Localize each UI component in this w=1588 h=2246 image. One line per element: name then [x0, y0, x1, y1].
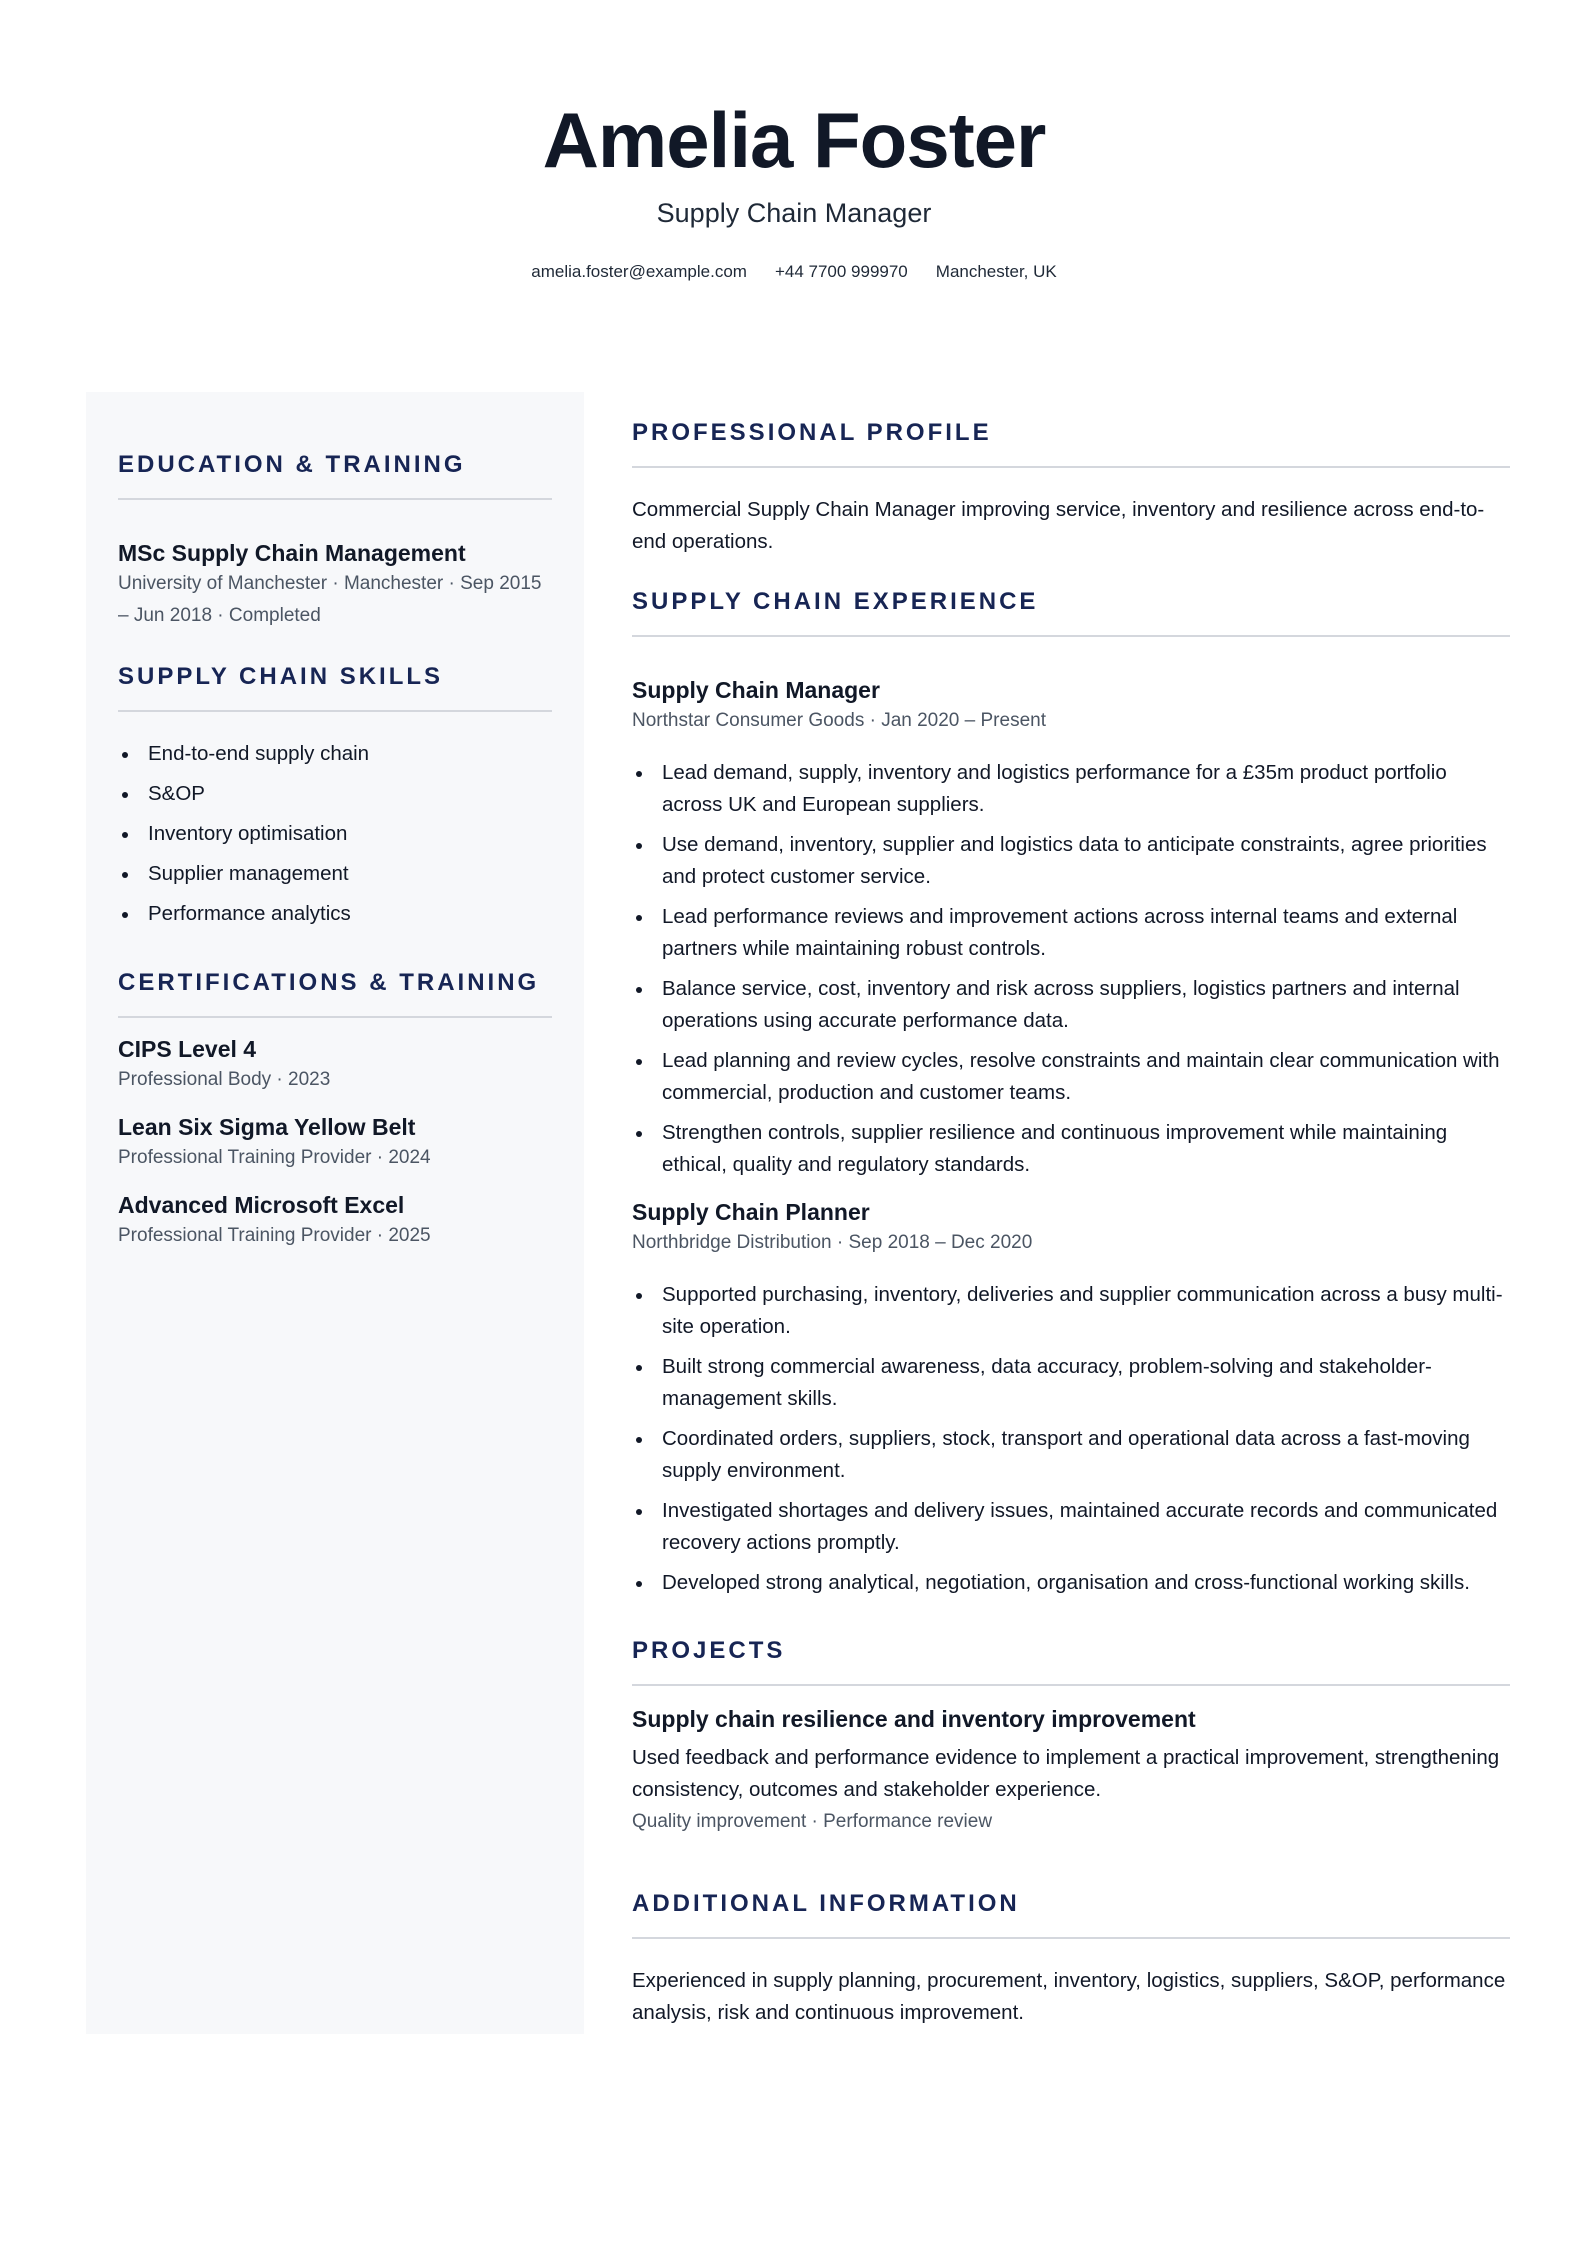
skill-item: Inventory optimisation [118, 814, 552, 854]
skill-item: Performance analytics [118, 894, 552, 934]
skills-section [118, 662, 552, 934]
job-bullet: Supported purchasing, inventory, deliveries and supplier communication across a busy multi-site operation. [632, 1279, 1510, 1343]
candidate-name: Amelia Foster [542, 96, 1046, 184]
profile-section [632, 418, 1510, 558]
skills-list [118, 734, 552, 934]
certification-detail: Professional Training Provider · 2024 [118, 1147, 431, 1168]
additional-text: Experienced in supply planning, procurement, inventory, logistics, suppliers, S&OP, performance analysis, risk and continuous improvement. [632, 1969, 1506, 2024]
contact-line [0, 261, 1588, 283]
section-divider [118, 1016, 552, 1018]
skill-item: S&OP [118, 774, 552, 814]
candidate-role: Supply Chain Manager [656, 198, 932, 228]
job-bullet: Balance service, cost, inventory and risk across suppliers, logistics partners and internal operations using accurate performance data. [632, 973, 1510, 1037]
job-title: Supply Chain Manager [632, 677, 880, 703]
project-text: Used feedback and performance evidence to implement a practical improvement, strengthening consistency, outcomes and stakeholder experience. [632, 1746, 1500, 1801]
project-name: Supply chain resilience and inventory improvement [632, 1706, 1196, 1732]
job-bullets [632, 757, 1510, 1181]
certification-name: CIPS Level 4 [118, 1036, 257, 1062]
section-title-additional: ADDITIONAL INFORMATION [632, 1890, 1020, 1917]
section-divider [632, 1937, 1510, 1939]
contact-email[interactable]: amelia.foster@example.com [531, 262, 747, 281]
job-bullets [632, 1279, 1510, 1599]
job-entry [632, 675, 1510, 1181]
certification-name: Lean Six Sigma Yellow Belt [118, 1114, 416, 1140]
job-entry [632, 1197, 1510, 1599]
section-divider [632, 635, 1510, 637]
certification-item [118, 1112, 552, 1174]
education-item [118, 538, 552, 632]
project-tags: Quality improvement · Performance review [632, 1811, 993, 1832]
certifications-section [118, 968, 552, 1252]
contact-location: Manchester, UK [935, 262, 1057, 281]
certification-item [118, 1190, 552, 1252]
sidebar [86, 392, 584, 2034]
additional-section [632, 1889, 1510, 2029]
job-meta: Northbridge Distribution · Sep 2018 – Dec 2020 [632, 1232, 1033, 1253]
job-bullet: Use demand, inventory, supplier and logistics data to anticipate constraints, agree priorities and protect customer service. [632, 829, 1510, 893]
education-detail: University of Manchester · Manchester · Sep 2015 [118, 573, 542, 594]
section-title-education: EDUCATION & TRAINING [118, 451, 466, 478]
job-bullet: Coordinated orders, suppliers, stock, transport and operational data across a fast-moving supply environment. [632, 1423, 1510, 1487]
job-bullet: Strengthen controls, supplier resilience and continuous improvement while maintaining ethical, quality and regulatory standards. [632, 1117, 1510, 1181]
job-meta: Northstar Consumer Goods · Jan 2020 – Present [632, 710, 1046, 731]
section-title-profile: PROFESSIONAL PROFILE [632, 419, 992, 446]
projects-section [632, 1636, 1510, 1838]
skill-item: End-to-end supply chain [118, 734, 552, 774]
education-detail: – Jun 2018 · Completed [118, 605, 321, 626]
education-section [118, 450, 552, 632]
section-divider [118, 710, 552, 712]
certification-detail: Professional Training Provider · 2025 [118, 1225, 431, 1246]
certification-name: Advanced Microsoft Excel [118, 1192, 405, 1218]
section-divider [118, 498, 552, 500]
experience-section [632, 587, 1510, 1607]
contact-phone[interactable]: +44 7700 999970 [774, 262, 908, 281]
job-bullet: Developed strong analytical, negotiation, organisation and cross-functional working skills. [632, 1567, 1510, 1599]
job-bullet: Investigated shortages and delivery issues, maintained accurate records and communicated recovery actions promptly. [632, 1495, 1510, 1559]
profile-text: Commercial Supply Chain Manager improving service, inventory and resilience across end-to-end operations. [632, 498, 1485, 553]
job-bullet: Lead performance reviews and improvement actions across internal teams and external partners while maintaining robust controls. [632, 901, 1510, 965]
education-degree: MSc Supply Chain Management [118, 540, 466, 566]
skill-item: Supplier management [118, 854, 552, 894]
certification-detail: Professional Body · 2023 [118, 1069, 331, 1090]
section-divider [632, 466, 1510, 468]
certification-item [118, 1034, 552, 1096]
job-bullet: Lead demand, supply, inventory and logistics performance for a £35m product portfolio across UK and European suppliers. [632, 757, 1510, 821]
job-bullet: Lead planning and review cycles, resolve constraints and maintain clear communication with commercial, production and customer teams. [632, 1045, 1510, 1109]
section-title-experience: SUPPLY CHAIN EXPERIENCE [632, 588, 1039, 615]
section-divider [632, 1684, 1510, 1686]
section-title-projects: PROJECTS [632, 1637, 786, 1664]
job-title: Supply Chain Planner [632, 1199, 870, 1225]
project-entry [632, 1704, 1510, 1838]
job-bullet: Built strong commercial awareness, data accuracy, problem-solving and stakeholder-management skills. [632, 1351, 1510, 1415]
section-title-certifications: CERTIFICATIONS & TRAINING [118, 969, 540, 996]
section-title-skills: SUPPLY CHAIN SKILLS [118, 663, 444, 690]
